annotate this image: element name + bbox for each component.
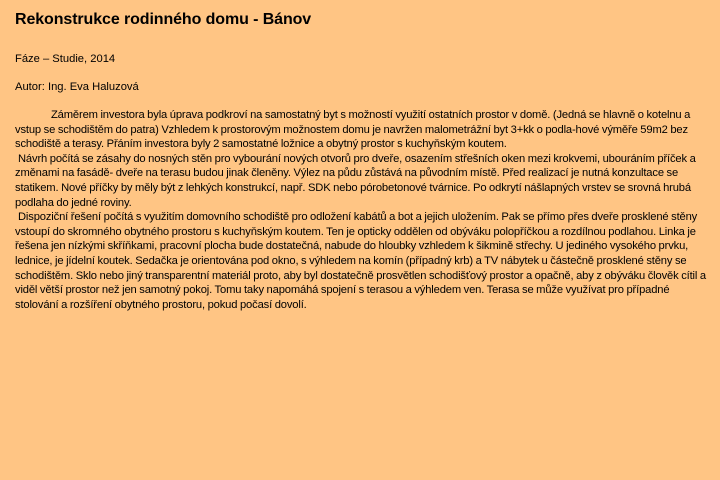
phase-line: Fáze – Studie, 2014 bbox=[15, 53, 116, 65]
paragraph-layout: Dispoziční řešení počítá s využitím domovního schodiště pro odložení kabátů a bot a jejich uložením. Pak se přímo přes dveře prosklené stěny vstoupí do skromného obytného prostoru s kuchyňským koutem. Ten je opticky oddělen od obýváku polopříčkou a rozdílnou podlahou. Linka je řešena jen nízkými skříňkami, pracovní plocha bude dostatečná, nabude do hloubky vzhledem k šikmině střechy. U jediného vysokého prvku, lednice, je jídelní koutek. Sedačka je orientována pod okno, s výhledem na komín (případný krb) a TV nábytek u částečně prosklené stěny se schodištěm. Sklo nebo jiný transparentní materiál proto, aby byl dostatečně prosvětlen schodišťový prostor a opačně, aby z obýváku člověk cítil a viděl větší prostor než jen samotný pokoj. Tomu taky napomáhá spojení s terasou a výhledem ven. Terasa se může využívat pro případné stolování a rozšíření obytného prostoru, pokud počasí dovolí. bbox=[15, 211, 706, 311]
paragraph-intro: Záměrem investora byla úprava podkroví na samostatný byt s možností využití ostatních prostor v domě. (Jedná se hlavně o kotelnu a vstup se schodištěm do patra) Vzhledem k prostorovým možnostem domu je navržen malometrážní byt 3+kk o podla-hové výměře 59m2 bez schodiště a terasy. Přáním investora byly 2 samostatné ložnice a obytný prostor s kuchyňským koutem. bbox=[15, 109, 691, 151]
paragraph-construction: Návrh počítá se zásahy do nosných stěn pro vybourání nových otvorů pro dveře, osazením střešních oken mezi krokvemi, ubouráním příček a změnami na fasádě- dveře na terasu budou jinak členěny. Výlez na půdu zůstává na původním místě. Před realizací je nutná konzultace se statikem. Nové příčky by měly být z lehkých konstrukcí, např. SDK nebo pórobetonové tvárnice. Po odkrytí nášlapných vrstev se srovná hrubá podlaha do jedné roviny. bbox=[15, 152, 696, 209]
author-line: Autor: Ing. Eva Haluzová bbox=[15, 81, 139, 93]
document-title: Rekonstrukce rodinného domu - Bánov bbox=[15, 11, 312, 28]
body-text bbox=[15, 108, 710, 312]
